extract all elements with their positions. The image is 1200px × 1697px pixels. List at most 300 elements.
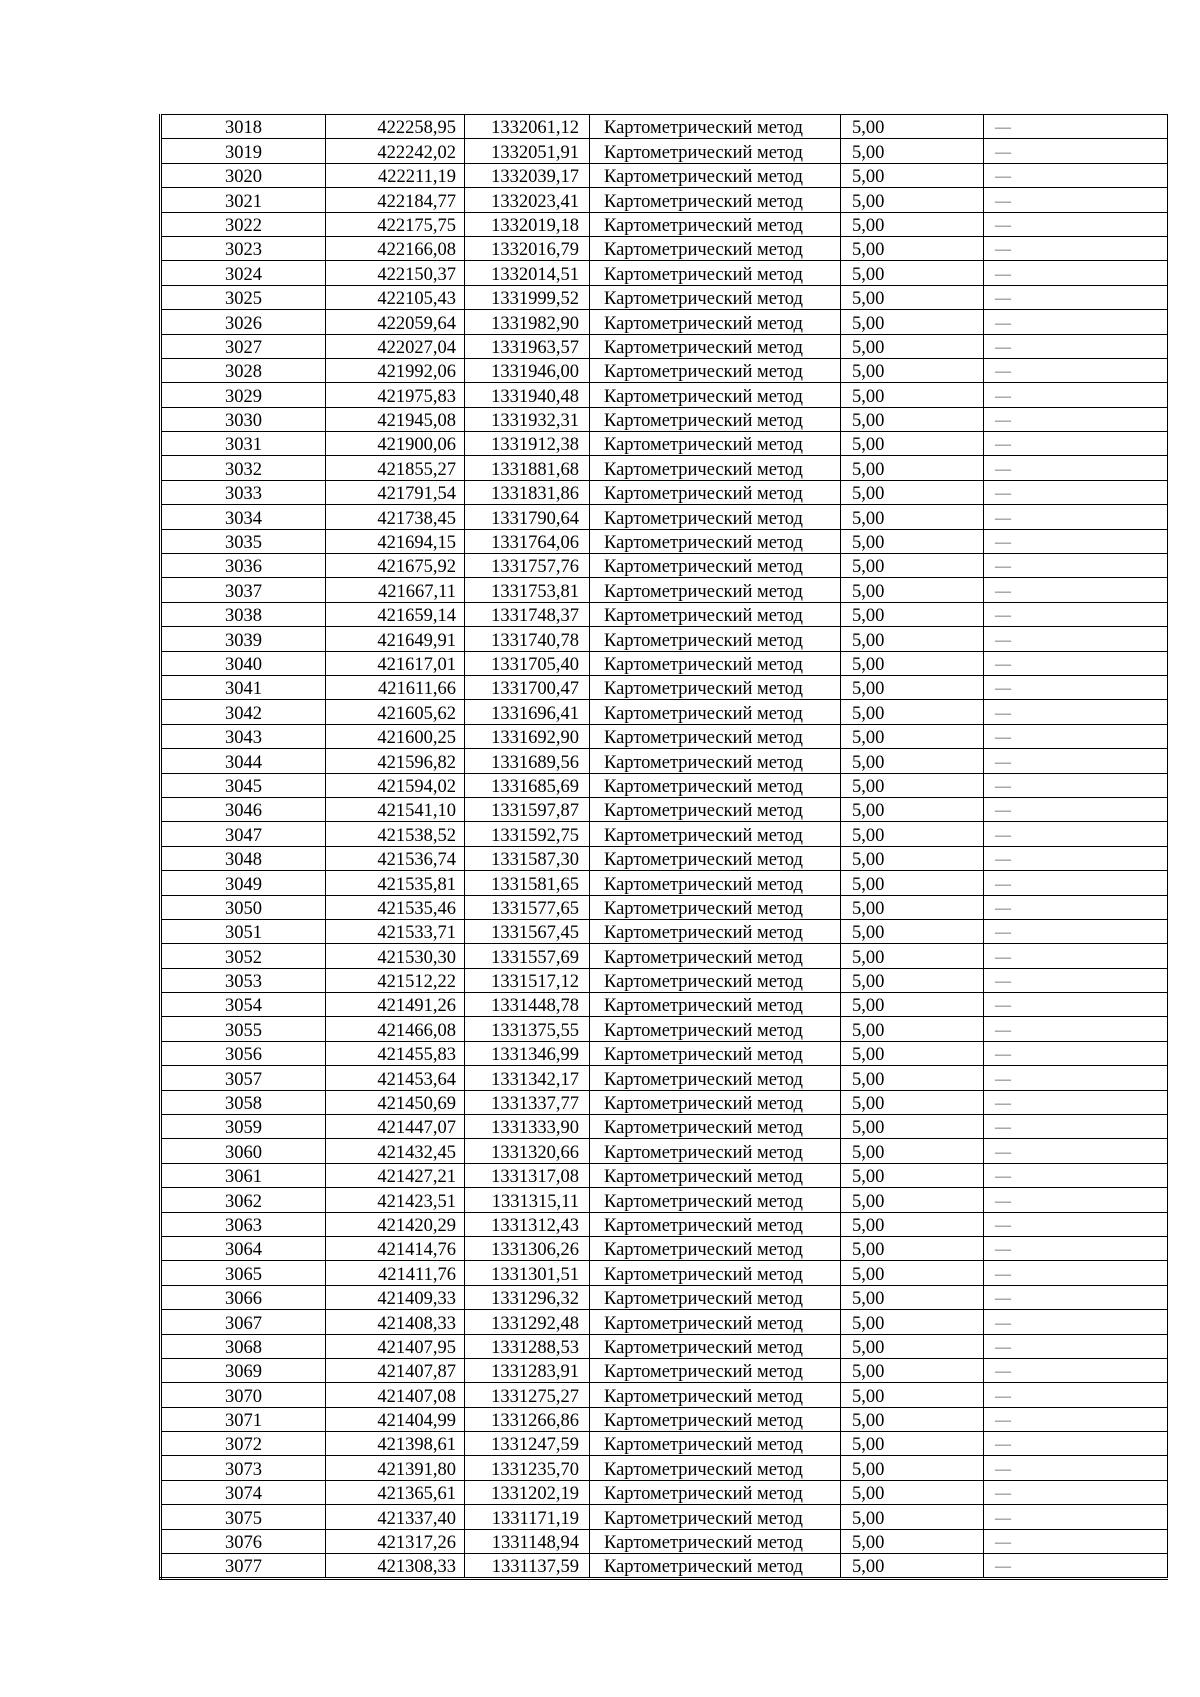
dash-cell: — xyxy=(984,505,1168,529)
accuracy-cell: 5,00 xyxy=(841,1212,984,1236)
y-coordinate-cell: 1331317,08 xyxy=(465,1163,590,1187)
dash-cell: — xyxy=(984,1554,1168,1579)
x-coordinate-cell: 421694,15 xyxy=(326,529,465,553)
table-row xyxy=(161,871,1168,895)
method-cell: Картометрический метод xyxy=(590,480,841,504)
method-cell: Картометрический метод xyxy=(590,1529,841,1553)
x-coordinate-cell: 421408,33 xyxy=(326,1310,465,1334)
point-number-cell: 3023 xyxy=(161,236,326,260)
point-number-cell: 3068 xyxy=(161,1334,326,1358)
point-number-cell: 3020 xyxy=(161,163,326,187)
x-coordinate-cell: 421365,61 xyxy=(326,1480,465,1504)
x-coordinate-cell: 421391,80 xyxy=(326,1456,465,1480)
method-cell: Картометрический метод xyxy=(590,383,841,407)
y-coordinate-cell: 1331557,69 xyxy=(465,944,590,968)
table-row xyxy=(161,1285,1168,1309)
y-coordinate-cell: 1332016,79 xyxy=(465,236,590,260)
y-coordinate-cell: 1331705,40 xyxy=(465,651,590,675)
point-number-cell: 3077 xyxy=(161,1554,326,1579)
table-row xyxy=(161,1480,1168,1504)
point-number-cell: 3026 xyxy=(161,310,326,334)
y-coordinate-cell: 1331171,19 xyxy=(465,1505,590,1529)
x-coordinate-cell: 421738,45 xyxy=(326,505,465,529)
dash-cell: — xyxy=(984,773,1168,797)
point-number-cell: 3066 xyxy=(161,1285,326,1309)
method-cell: Картометрический метод xyxy=(590,944,841,968)
point-number-cell: 3030 xyxy=(161,407,326,431)
y-coordinate-cell: 1332061,12 xyxy=(465,115,590,139)
method-cell: Картометрический метод xyxy=(590,334,841,358)
table-row xyxy=(161,1358,1168,1382)
x-coordinate-cell: 421411,76 xyxy=(326,1261,465,1285)
x-coordinate-cell: 421900,06 xyxy=(326,432,465,456)
table-row xyxy=(161,1041,1168,1065)
dash-cell: — xyxy=(984,1261,1168,1285)
point-number-cell: 3022 xyxy=(161,212,326,236)
method-cell: Картометрический метод xyxy=(590,1115,841,1139)
accuracy-cell: 5,00 xyxy=(841,1334,984,1358)
y-coordinate-cell: 1331448,78 xyxy=(465,993,590,1017)
table-row xyxy=(161,1261,1168,1285)
y-coordinate-cell: 1331940,48 xyxy=(465,383,590,407)
y-coordinate-cell: 1332039,17 xyxy=(465,163,590,187)
point-number-cell: 3059 xyxy=(161,1115,326,1139)
x-coordinate-cell: 421667,11 xyxy=(326,578,465,602)
x-coordinate-cell: 421992,06 xyxy=(326,358,465,382)
dash-cell: — xyxy=(984,1212,1168,1236)
method-cell: Картометрический метод xyxy=(590,1407,841,1431)
point-number-cell: 3045 xyxy=(161,773,326,797)
accuracy-cell: 5,00 xyxy=(841,1285,984,1309)
table-row xyxy=(161,1383,1168,1407)
dash-cell: — xyxy=(984,602,1168,626)
x-coordinate-cell: 421535,81 xyxy=(326,871,465,895)
table-row xyxy=(161,529,1168,553)
dash-cell: — xyxy=(984,578,1168,602)
y-coordinate-cell: 1331137,59 xyxy=(465,1554,590,1579)
y-coordinate-cell: 1331320,66 xyxy=(465,1139,590,1163)
x-coordinate-cell: 421308,33 xyxy=(326,1554,465,1579)
table-row xyxy=(161,261,1168,285)
method-cell: Картометрический метод xyxy=(590,1456,841,1480)
x-coordinate-cell: 421409,33 xyxy=(326,1285,465,1309)
accuracy-cell: 5,00 xyxy=(841,602,984,626)
y-coordinate-cell: 1332014,51 xyxy=(465,261,590,285)
table-row xyxy=(161,432,1168,456)
x-coordinate-cell: 422184,77 xyxy=(326,188,465,212)
dash-cell: — xyxy=(984,1066,1168,1090)
dash-cell: — xyxy=(984,456,1168,480)
dash-cell: — xyxy=(984,480,1168,504)
dash-cell: — xyxy=(984,407,1168,431)
point-number-cell: 3050 xyxy=(161,895,326,919)
x-coordinate-cell: 421337,40 xyxy=(326,1505,465,1529)
x-coordinate-cell: 422258,95 xyxy=(326,115,465,139)
accuracy-cell: 5,00 xyxy=(841,895,984,919)
table-row xyxy=(161,1432,1168,1456)
dash-cell: — xyxy=(984,724,1168,748)
method-cell: Картометрический метод xyxy=(590,773,841,797)
accuracy-cell: 5,00 xyxy=(841,846,984,870)
accuracy-cell: 5,00 xyxy=(841,188,984,212)
accuracy-cell: 5,00 xyxy=(841,1115,984,1139)
accuracy-cell: 5,00 xyxy=(841,773,984,797)
dash-cell: — xyxy=(984,1432,1168,1456)
x-coordinate-cell: 421455,83 xyxy=(326,1041,465,1065)
x-coordinate-cell: 422242,02 xyxy=(326,139,465,163)
x-coordinate-cell: 421512,22 xyxy=(326,968,465,992)
table-row xyxy=(161,139,1168,163)
dash-cell: — xyxy=(984,1041,1168,1065)
point-number-cell: 3047 xyxy=(161,822,326,846)
y-coordinate-cell: 1331342,17 xyxy=(465,1066,590,1090)
accuracy-cell: 5,00 xyxy=(841,1261,984,1285)
accuracy-cell: 5,00 xyxy=(841,724,984,748)
x-coordinate-cell: 421407,87 xyxy=(326,1358,465,1382)
y-coordinate-cell: 1331597,87 xyxy=(465,797,590,821)
x-coordinate-cell: 421414,76 xyxy=(326,1236,465,1260)
method-cell: Картометрический метод xyxy=(590,993,841,1017)
dash-cell: — xyxy=(984,383,1168,407)
point-number-cell: 3048 xyxy=(161,846,326,870)
x-coordinate-cell: 421427,21 xyxy=(326,1163,465,1187)
table-row xyxy=(161,115,1168,139)
y-coordinate-cell: 1332019,18 xyxy=(465,212,590,236)
point-number-cell: 3074 xyxy=(161,1480,326,1504)
y-coordinate-cell: 1331337,77 xyxy=(465,1090,590,1114)
table-row xyxy=(161,602,1168,626)
table-row xyxy=(161,1188,1168,1212)
method-cell: Картометрический метод xyxy=(590,846,841,870)
point-number-cell: 3067 xyxy=(161,1310,326,1334)
dash-cell: — xyxy=(984,1090,1168,1114)
x-coordinate-cell: 421659,14 xyxy=(326,602,465,626)
dash-cell: — xyxy=(984,1236,1168,1260)
dash-cell: — xyxy=(984,1334,1168,1358)
table-row xyxy=(161,310,1168,334)
dash-cell: — xyxy=(984,1115,1168,1139)
method-cell: Картометрический метод xyxy=(590,1310,841,1334)
point-number-cell: 3073 xyxy=(161,1456,326,1480)
table-row xyxy=(161,407,1168,431)
method-cell: Картометрический метод xyxy=(590,1505,841,1529)
point-number-cell: 3039 xyxy=(161,627,326,651)
table-row xyxy=(161,1163,1168,1187)
point-number-cell: 3035 xyxy=(161,529,326,553)
y-coordinate-cell: 1331315,11 xyxy=(465,1188,590,1212)
accuracy-cell: 5,00 xyxy=(841,1041,984,1065)
point-number-cell: 3052 xyxy=(161,944,326,968)
point-number-cell: 3072 xyxy=(161,1432,326,1456)
dash-cell: — xyxy=(984,1358,1168,1382)
x-coordinate-cell: 421855,27 xyxy=(326,456,465,480)
method-cell: Картометрический метод xyxy=(590,1236,841,1260)
dash-cell: — xyxy=(984,236,1168,260)
dash-cell: — xyxy=(984,895,1168,919)
method-cell: Картометрический метод xyxy=(590,1212,841,1236)
y-coordinate-cell: 1331577,65 xyxy=(465,895,590,919)
table-row xyxy=(161,480,1168,504)
point-number-cell: 3064 xyxy=(161,1236,326,1260)
method-cell: Картометрический метод xyxy=(590,163,841,187)
accuracy-cell: 5,00 xyxy=(841,700,984,724)
accuracy-cell: 5,00 xyxy=(841,139,984,163)
dash-cell: — xyxy=(984,1285,1168,1309)
point-number-cell: 3028 xyxy=(161,358,326,382)
method-cell: Картометрический метод xyxy=(590,871,841,895)
y-coordinate-cell: 1331757,76 xyxy=(465,554,590,578)
x-coordinate-cell: 421535,46 xyxy=(326,895,465,919)
y-coordinate-cell: 1331333,90 xyxy=(465,1115,590,1139)
dash-cell: — xyxy=(984,163,1168,187)
dash-cell: — xyxy=(984,846,1168,870)
table-row xyxy=(161,627,1168,651)
table-row xyxy=(161,163,1168,187)
method-cell: Картометрический метод xyxy=(590,1285,841,1309)
x-coordinate-cell: 421600,25 xyxy=(326,724,465,748)
dash-cell: — xyxy=(984,919,1168,943)
accuracy-cell: 5,00 xyxy=(841,1554,984,1579)
method-cell: Картометрический метод xyxy=(590,1188,841,1212)
point-number-cell: 3053 xyxy=(161,968,326,992)
x-coordinate-cell: 421791,54 xyxy=(326,480,465,504)
accuracy-cell: 5,00 xyxy=(841,334,984,358)
method-cell: Картометрический метод xyxy=(590,1480,841,1504)
accuracy-cell: 5,00 xyxy=(841,1066,984,1090)
y-coordinate-cell: 1331764,06 xyxy=(465,529,590,553)
table-body xyxy=(161,115,1168,1579)
table-row xyxy=(161,358,1168,382)
method-cell: Картометрический метод xyxy=(590,505,841,529)
point-number-cell: 3065 xyxy=(161,1261,326,1285)
method-cell: Картометрический метод xyxy=(590,554,841,578)
y-coordinate-cell: 1331567,45 xyxy=(465,919,590,943)
method-cell: Картометрический метод xyxy=(590,578,841,602)
y-coordinate-cell: 1331517,12 xyxy=(465,968,590,992)
table-row xyxy=(161,1236,1168,1260)
y-coordinate-cell: 1331288,53 xyxy=(465,1334,590,1358)
point-number-cell: 3025 xyxy=(161,285,326,309)
method-cell: Картометрический метод xyxy=(590,212,841,236)
table-row xyxy=(161,554,1168,578)
table-row xyxy=(161,944,1168,968)
dash-cell: — xyxy=(984,1139,1168,1163)
accuracy-cell: 5,00 xyxy=(841,407,984,431)
table-row xyxy=(161,1554,1168,1579)
accuracy-cell: 5,00 xyxy=(841,310,984,334)
accuracy-cell: 5,00 xyxy=(841,993,984,1017)
dash-cell: — xyxy=(984,871,1168,895)
method-cell: Картометрический метод xyxy=(590,1066,841,1090)
dash-cell: — xyxy=(984,115,1168,139)
y-coordinate-cell: 1331700,47 xyxy=(465,675,590,699)
x-coordinate-cell: 421453,64 xyxy=(326,1066,465,1090)
y-coordinate-cell: 1331831,86 xyxy=(465,480,590,504)
accuracy-cell: 5,00 xyxy=(841,1529,984,1553)
method-cell: Картометрический метод xyxy=(590,310,841,334)
dash-cell: — xyxy=(984,651,1168,675)
table-row xyxy=(161,724,1168,748)
point-number-cell: 3057 xyxy=(161,1066,326,1090)
x-coordinate-cell: 421423,51 xyxy=(326,1188,465,1212)
y-coordinate-cell: 1331283,91 xyxy=(465,1358,590,1382)
dash-cell: — xyxy=(984,993,1168,1017)
dash-cell: — xyxy=(984,261,1168,285)
accuracy-cell: 5,00 xyxy=(841,1090,984,1114)
accuracy-cell: 5,00 xyxy=(841,627,984,651)
table-row xyxy=(161,212,1168,236)
dash-cell: — xyxy=(984,1163,1168,1187)
y-coordinate-cell: 1332051,91 xyxy=(465,139,590,163)
x-coordinate-cell: 421432,45 xyxy=(326,1139,465,1163)
accuracy-cell: 5,00 xyxy=(841,675,984,699)
accuracy-cell: 5,00 xyxy=(841,797,984,821)
method-cell: Картометрический метод xyxy=(590,968,841,992)
method-cell: Картометрический метод xyxy=(590,407,841,431)
dash-cell: — xyxy=(984,334,1168,358)
x-coordinate-cell: 421447,07 xyxy=(326,1115,465,1139)
method-cell: Картометрический метод xyxy=(590,1163,841,1187)
y-coordinate-cell: 1331306,26 xyxy=(465,1236,590,1260)
table-row xyxy=(161,1066,1168,1090)
y-coordinate-cell: 1331696,41 xyxy=(465,700,590,724)
method-cell: Картометрический метод xyxy=(590,602,841,626)
method-cell: Картометрический метод xyxy=(590,627,841,651)
method-cell: Картометрический метод xyxy=(590,139,841,163)
x-coordinate-cell: 421617,01 xyxy=(326,651,465,675)
table-row xyxy=(161,1529,1168,1553)
table-row xyxy=(161,675,1168,699)
accuracy-cell: 5,00 xyxy=(841,919,984,943)
accuracy-cell: 5,00 xyxy=(841,578,984,602)
accuracy-cell: 5,00 xyxy=(841,1505,984,1529)
table-row xyxy=(161,236,1168,260)
method-cell: Картометрический метод xyxy=(590,651,841,675)
y-coordinate-cell: 1331292,48 xyxy=(465,1310,590,1334)
accuracy-cell: 5,00 xyxy=(841,432,984,456)
y-coordinate-cell: 1331982,90 xyxy=(465,310,590,334)
method-cell: Картометрический метод xyxy=(590,188,841,212)
table-row xyxy=(161,383,1168,407)
accuracy-cell: 5,00 xyxy=(841,480,984,504)
point-number-cell: 3041 xyxy=(161,675,326,699)
table-row xyxy=(161,456,1168,480)
y-coordinate-cell: 1331790,64 xyxy=(465,505,590,529)
accuracy-cell: 5,00 xyxy=(841,822,984,846)
table-row xyxy=(161,1310,1168,1334)
x-coordinate-cell: 421611,66 xyxy=(326,675,465,699)
accuracy-cell: 5,00 xyxy=(841,749,984,773)
dash-cell: — xyxy=(984,822,1168,846)
y-coordinate-cell: 1331296,32 xyxy=(465,1285,590,1309)
accuracy-cell: 5,00 xyxy=(841,285,984,309)
point-number-cell: 3032 xyxy=(161,456,326,480)
y-coordinate-cell: 1331999,52 xyxy=(465,285,590,309)
method-cell: Картометрический метод xyxy=(590,115,841,139)
point-number-cell: 3024 xyxy=(161,261,326,285)
dash-cell: — xyxy=(984,212,1168,236)
x-coordinate-cell: 421596,82 xyxy=(326,749,465,773)
point-number-cell: 3029 xyxy=(161,383,326,407)
x-coordinate-cell: 421541,10 xyxy=(326,797,465,821)
point-number-cell: 3046 xyxy=(161,797,326,821)
dash-cell: — xyxy=(984,358,1168,382)
dash-cell: — xyxy=(984,944,1168,968)
accuracy-cell: 5,00 xyxy=(841,1236,984,1260)
x-coordinate-cell: 421317,26 xyxy=(326,1529,465,1553)
y-coordinate-cell: 1331148,94 xyxy=(465,1529,590,1553)
point-number-cell: 3076 xyxy=(161,1529,326,1553)
x-coordinate-cell: 421675,92 xyxy=(326,554,465,578)
accuracy-cell: 5,00 xyxy=(841,944,984,968)
point-number-cell: 3056 xyxy=(161,1041,326,1065)
dash-cell: — xyxy=(984,139,1168,163)
accuracy-cell: 5,00 xyxy=(841,529,984,553)
y-coordinate-cell: 1331740,78 xyxy=(465,627,590,651)
y-coordinate-cell: 1331275,27 xyxy=(465,1383,590,1407)
dash-cell: — xyxy=(984,627,1168,651)
dash-cell: — xyxy=(984,529,1168,553)
dash-cell: — xyxy=(984,675,1168,699)
method-cell: Картометрический метод xyxy=(590,895,841,919)
y-coordinate-cell: 1331202,19 xyxy=(465,1480,590,1504)
y-coordinate-cell: 1331685,69 xyxy=(465,773,590,797)
dash-cell: — xyxy=(984,700,1168,724)
point-number-cell: 3027 xyxy=(161,334,326,358)
dash-cell: — xyxy=(984,1017,1168,1041)
x-coordinate-cell: 421407,08 xyxy=(326,1383,465,1407)
x-coordinate-cell: 421536,74 xyxy=(326,846,465,870)
y-coordinate-cell: 1331266,86 xyxy=(465,1407,590,1431)
method-cell: Картометрический метод xyxy=(590,919,841,943)
dash-cell: — xyxy=(984,749,1168,773)
point-number-cell: 3061 xyxy=(161,1163,326,1187)
point-number-cell: 3040 xyxy=(161,651,326,675)
x-coordinate-cell: 421466,08 xyxy=(326,1017,465,1041)
dash-cell: — xyxy=(984,554,1168,578)
method-cell: Картометрический метод xyxy=(590,261,841,285)
method-cell: Картометрический метод xyxy=(590,675,841,699)
table-row xyxy=(161,505,1168,529)
table-row xyxy=(161,1505,1168,1529)
point-number-cell: 3075 xyxy=(161,1505,326,1529)
method-cell: Картометрический метод xyxy=(590,1041,841,1065)
accuracy-cell: 5,00 xyxy=(841,1188,984,1212)
table-row xyxy=(161,700,1168,724)
table-row xyxy=(161,1017,1168,1041)
dash-cell: — xyxy=(984,310,1168,334)
x-coordinate-cell: 422166,08 xyxy=(326,236,465,260)
method-cell: Картометрический метод xyxy=(590,1139,841,1163)
method-cell: Картометрический метод xyxy=(590,358,841,382)
table-row xyxy=(161,822,1168,846)
method-cell: Картометрический метод xyxy=(590,749,841,773)
coordinates-table xyxy=(159,114,1168,1580)
accuracy-cell: 5,00 xyxy=(841,1480,984,1504)
table-row xyxy=(161,334,1168,358)
accuracy-cell: 5,00 xyxy=(841,1163,984,1187)
point-number-cell: 3043 xyxy=(161,724,326,748)
dash-cell: — xyxy=(984,1407,1168,1431)
y-coordinate-cell: 1331235,70 xyxy=(465,1456,590,1480)
y-coordinate-cell: 1331312,43 xyxy=(465,1212,590,1236)
accuracy-cell: 5,00 xyxy=(841,1383,984,1407)
method-cell: Картометрический метод xyxy=(590,797,841,821)
method-cell: Картометрический метод xyxy=(590,285,841,309)
table-row xyxy=(161,919,1168,943)
y-coordinate-cell: 1331581,65 xyxy=(465,871,590,895)
accuracy-cell: 5,00 xyxy=(841,115,984,139)
